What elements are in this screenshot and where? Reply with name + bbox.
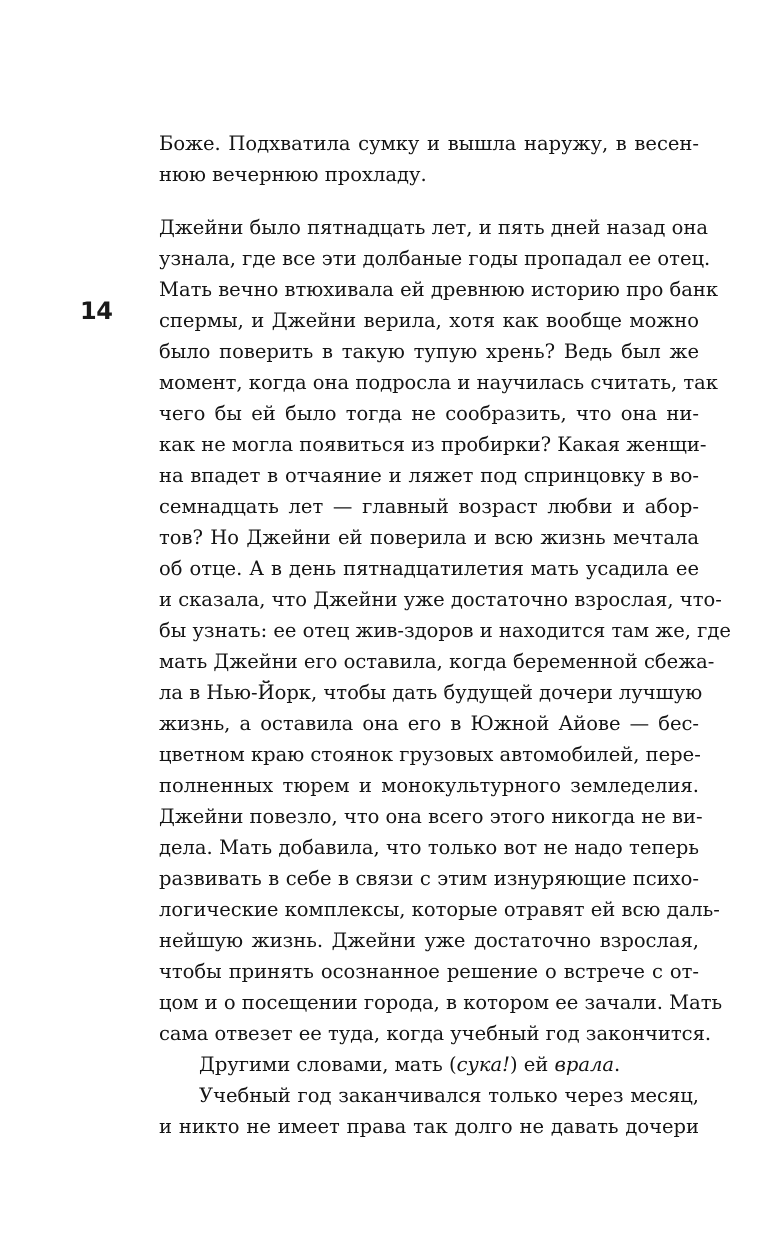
text-line: бы узнать: ее отец жив-здоров и находится там же, где	[159, 619, 731, 642]
text-line: Джейни было пятнадцать лет, и пять дней назад она	[159, 216, 708, 239]
text-line: Учебный год заканчивался только через месяц,	[199, 1084, 699, 1107]
text-line: цветном краю стоянок грузовых автомобилей, пере-	[159, 743, 701, 766]
text-line: логические комплексы, которые отравят ей всю даль-	[159, 898, 720, 921]
paragraph	[159, 128, 699, 190]
text-line: как не могла появиться из пробирки? Какая женщи-	[159, 433, 707, 456]
text-line: мать Джейни его оставила, когда беременной сбежа-	[159, 650, 715, 673]
text-line: Мать вечно втюхивала ей древнюю историю про банк	[159, 278, 719, 301]
text-line: развивать в себе в связи с этим изнуряющие психо-	[159, 867, 699, 890]
page-number: 14	[80, 297, 113, 325]
text-line: семнадцать лет — главный возраст любви и абор-	[159, 495, 699, 518]
text-line: чего бы ей было тогда не сообразить, что она ни-	[159, 402, 699, 425]
text-line: сама отвезет ее туда, когда учебный год закончится.	[159, 1022, 712, 1045]
text-line: узнала, где все эти долбаные годы пропадал ее отец.	[159, 247, 711, 270]
text-line: и никто не имеет права так долго не давать дочери	[159, 1115, 699, 1138]
paragraph	[159, 1049, 699, 1080]
text-line: дела. Мать добавила, что только вот не надо теперь	[159, 836, 699, 859]
text-line: цом и о посещении города, в котором ее зачали. Мать	[159, 991, 723, 1014]
text-line: полненных тюрем и монокультурного земледелия.	[159, 774, 699, 797]
text-line: Джейни повезло, что она всего этого никогда не ви-	[159, 805, 703, 828]
paragraph	[159, 1080, 699, 1142]
text-line: было поверить в такую тупую хрень? Ведь был же	[159, 340, 699, 363]
text-line: момент, когда она подросла и научилась считать, так	[159, 371, 718, 394]
paragraph-gap	[159, 190, 699, 212]
paragraph	[159, 212, 731, 1049]
text-line: об отце. А в день пятнадцатилетия мать усадила ее	[159, 557, 699, 580]
text-line: и сказала, что Джейни уже достаточно взрослая, что-	[159, 588, 722, 611]
text-line: на впадет в отчаяние и ляжет под спринцовку в во-	[159, 464, 699, 487]
text-line: чтобы принять осознанное решение о встрече с от-	[159, 960, 699, 983]
text-line: Другими словами, мать (сука!) ей врала.	[199, 1053, 621, 1076]
text-line: нюю вечернюю прохладу.	[159, 163, 427, 186]
text-line: спермы, и Джейни верила, хотя как вообще можно	[159, 309, 699, 332]
text-line: тов? Но Джейни ей поверила и всю жизнь мечтала	[159, 526, 699, 549]
text-line: ла в Нью-Йорк, чтобы дать будущей дочери лучшую	[159, 681, 703, 704]
body-text	[159, 128, 731, 1142]
text-line: нейшую жизнь. Джейни уже достаточно взрослая,	[159, 929, 699, 952]
text-line: Боже. Подхватила сумку и вышла наружу, в весен-	[159, 132, 699, 155]
text-line: жизнь, а оставила она его в Южной Айове — бес-	[159, 712, 699, 735]
